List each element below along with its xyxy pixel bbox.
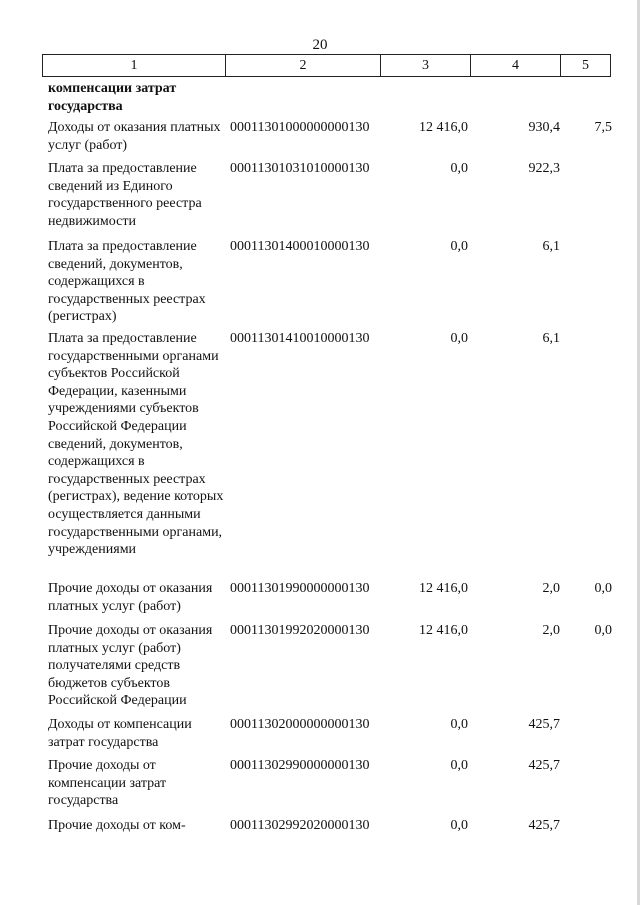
row-name: Плата за предоставление государственными органами субъектов Российской Федерации, казенными учреждениями субъектов Российской Федерации сведений, документов, содержащихся в государственных реестрах (регистрах), ведение которых осуществляется данными государственными органами, учреждениями <box>48 331 224 558</box>
row-value-col3: 12 416,0 <box>419 581 468 596</box>
row-value-col4: 6,1 <box>542 239 560 254</box>
row-code: 00011301410010000130 <box>230 331 370 346</box>
row-value-col3: 0,0 <box>450 161 468 176</box>
column-header-4: 4 <box>471 55 561 77</box>
row-value-col4: 2,0 <box>542 623 560 638</box>
row-name: Плата за предоставление сведений, документов, содержащихся в государственных реестрах (регистрах) <box>48 239 206 325</box>
row-name: Прочие доходы от ком- <box>48 818 186 833</box>
row-value-col4: 930,4 <box>528 120 560 135</box>
row-value-col4: 6,1 <box>542 331 560 346</box>
row-code: 00011302990000000130 <box>230 758 370 773</box>
row-code: 00011301031010000130 <box>230 161 370 176</box>
row-value-col5: 0,0 <box>594 623 612 638</box>
row-value-col3: 12 416,0 <box>419 623 468 638</box>
column-header-5: 5 <box>561 55 611 77</box>
row-value-col3: 12 416,0 <box>419 120 468 135</box>
row-name: Прочие доходы от оказания платных услуг (работ) получателями средств бюджетов субъектов Российской Федерации <box>48 623 213 709</box>
column-header-3: 3 <box>381 55 471 77</box>
row-name: Доходы от оказания платных услуг (работ) <box>48 120 221 153</box>
row-code: 00011301990000000130 <box>230 581 370 596</box>
row-name: Плата за предоставление сведений из Единого государственного реестра недвижимости <box>48 161 202 229</box>
row-value-col3: 0,0 <box>450 239 468 254</box>
row-value-col3: 0,0 <box>450 758 468 773</box>
row-code: 00011301000000000130 <box>230 120 370 135</box>
row-value-col3: 0,0 <box>450 818 468 833</box>
column-header-1: 1 <box>43 55 226 77</box>
column-header-table <box>42 54 611 77</box>
row-value-col5: 0,0 <box>594 581 612 596</box>
row-code: 00011301400010000130 <box>230 239 370 254</box>
column-header-2: 2 <box>226 55 381 77</box>
row-value-col3: 0,0 <box>450 717 468 732</box>
row-value-col4: 425,7 <box>528 717 560 732</box>
row-name: Прочие доходы от компенсации затрат государства <box>48 758 167 809</box>
row-value-col5: 7,5 <box>594 120 612 135</box>
row-code: 00011302000000000130 <box>230 717 370 732</box>
row-value-col4: 2,0 <box>542 581 560 596</box>
row-value-col3: 0,0 <box>450 331 468 346</box>
row-value-col4: 922,3 <box>528 161 560 176</box>
page-number: 20 <box>312 37 328 53</box>
row-value-col4: 425,7 <box>528 818 560 833</box>
row-name: Доходы от компенсации затрат государства <box>48 717 192 750</box>
column-header-row <box>43 55 611 77</box>
row-name: Прочие доходы от оказания платных услуг (работ) <box>48 581 213 614</box>
row-value-col4: 425,7 <box>528 758 560 773</box>
row-code: 00011302992020000130 <box>230 818 370 833</box>
row-code: 00011301992020000130 <box>230 623 370 638</box>
row-name: компенсации затрат государства <box>48 81 177 114</box>
